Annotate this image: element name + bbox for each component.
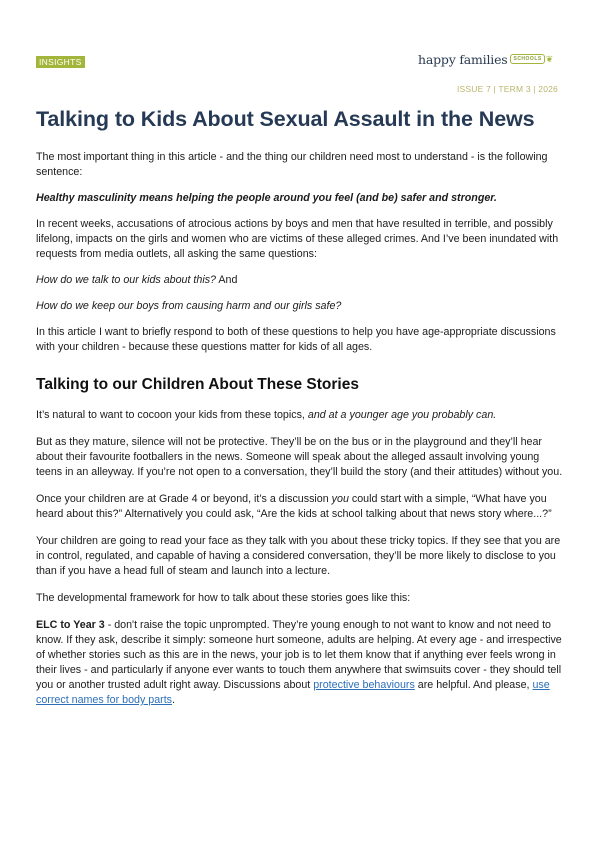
question-two: How do we keep our boys from causing harm and our girls safe? (36, 300, 342, 312)
purpose-paragraph: In this article I want to briefly respond to both of these questions to help you have age-appropriate discussions with your children - because these questions matter for kids of all ages. (36, 326, 556, 353)
logo-schools-tag: SCHOOLS (510, 54, 544, 64)
key-sentence: Healthy masculinity means helping the people around you feel (and be) safer and stronger. (36, 192, 497, 204)
question-one-suffix: And (216, 274, 238, 286)
context-paragraph: In recent weeks, accusations of atrocious actions by boys and men that have resulted in terrible, and possibly lifelong, impacts on the girls and women who are victims of these alleged crimes. And I’ve been inundated with requests from media outlets, all asking the same questions: (36, 218, 559, 260)
question-one (36, 273, 564, 288)
framework-paragraph: The developmental framework for how to talk about these stories goes like this: (36, 592, 411, 604)
logo-text: happy families (418, 51, 508, 67)
cocoon-text: It’s natural to want to cocoon your kids from these topics, (36, 409, 308, 421)
elc-end: . (172, 694, 176, 706)
leaf-icon: ❦ (545, 54, 554, 64)
elc-heading: ELC to Year 3 (36, 619, 105, 631)
grade-four-paragraph (36, 492, 564, 522)
issue-info: ISSUE 7 | TERM 3 | 2026 (457, 84, 558, 94)
silence-paragraph: But as they mature, silence will not be protective. They’ll be on the bus or in the playground and they’ll hear about their favourite footballers in the news. Someone will speak about the alleged assault involving young teens in an alleyway. If you’re not open to a conversation, they’ll build the story (and their attitudes) without you. (36, 436, 563, 478)
grade-four-end: could start with a simple, “What have you heard about this?” Alternatively you could ask, “Are the kids at school talking about that news story where...?” (36, 493, 552, 520)
happy-families-logo (418, 51, 553, 67)
elc-mid: are helpful. And please, (414, 679, 533, 691)
elc-text: - don't raise the topic unprompted. They’re young enough to not want to know and not need to know. If they ask, describe it simply: someone hurt someone, adults are helping. At every age - and irrespective of whether stories such as this are in the news, your job is to let them know that if anything ever feels wrong in their lives - and particularly if anyone ever wants to touch them anywhere that swimsuits cover - they should tell you or another trusted adult right away. Discussions about (36, 619, 562, 691)
cocoon-italic: and at a younger age you probably can. (307, 409, 497, 421)
article-body (36, 150, 564, 720)
protective-behaviours-link[interactable]: protective behaviours (313, 679, 415, 691)
read-your-face-paragraph: Your children are going to read your face as they talk with you about these tricky topics. If they see that you are in control, regulated, and capable of having a considered conversation, they’ll be more likely to disclose to you than if you have a head full of steam and launch into a lecture. (36, 535, 561, 577)
grade-four-italic: you (331, 493, 349, 505)
body-parts-link[interactable]: use correct names for body parts (36, 679, 550, 706)
section-heading: Talking to our Children About These Stories (36, 376, 359, 393)
intro-paragraph: The most important thing in this article - and the thing our children need most to understand - is the following sentence: (36, 151, 548, 178)
cocoon-paragraph (36, 408, 564, 423)
elc-paragraph (36, 618, 564, 708)
question-one-text: How do we talk to our kids about this? (36, 274, 217, 286)
article-title: Talking to Kids About Sexual Assault in the News (36, 107, 535, 131)
category-badge: INSIGHTS (36, 56, 85, 68)
grade-four-start: Once your children are at Grade 4 or beyond, it’s a discussion (36, 493, 332, 505)
